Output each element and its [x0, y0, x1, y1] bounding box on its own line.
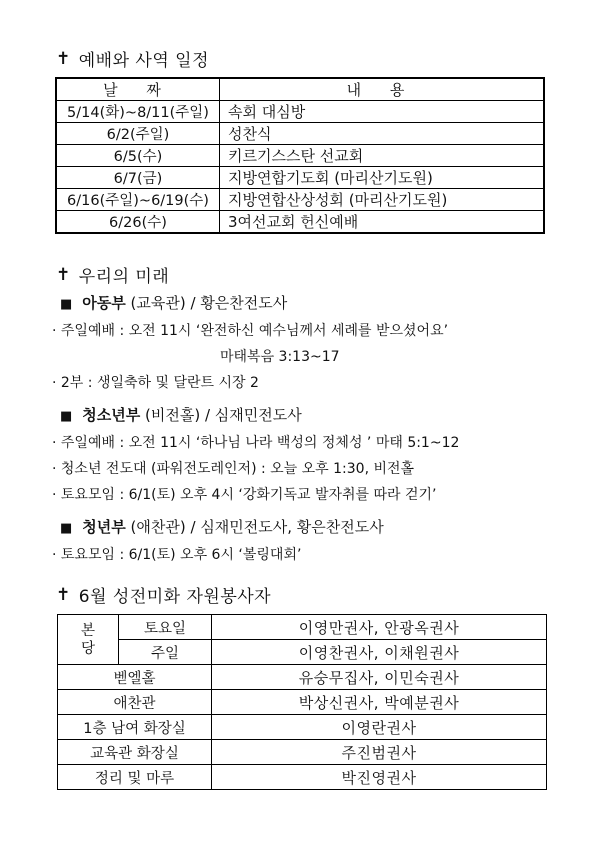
cross-icon: ✝	[56, 584, 71, 605]
table-row	[56, 167, 544, 189]
volunteer-place: 토요일	[119, 615, 212, 640]
young-adult-dept-name: 청년부	[82, 518, 126, 536]
schedule-content: 속회 대심방	[220, 101, 545, 123]
volunteers-title: 6월 성전미화 자원봉사자	[78, 587, 272, 607]
children-line: · 주일예배 : 오전 11시 ‘완전하신 예수님께서 세례를 받으셨어요’	[52, 323, 449, 339]
children-dept-heading	[60, 292, 287, 313]
square-bullet-icon: ■	[60, 409, 73, 424]
schedule-date: 6/5(수)	[56, 145, 220, 167]
volunteer-names: 박진영권사	[212, 765, 547, 790]
volunteer-place: 벧엘홀	[58, 665, 212, 690]
volunteer-place: 교육관 화장실	[58, 740, 212, 765]
table-row	[58, 640, 547, 665]
table-row	[58, 665, 547, 690]
young-adult-dept-info: (애찬관) / 심재민전도사, 황은찬전도사	[125, 518, 384, 536]
youth-dept-heading	[60, 404, 302, 425]
table-row	[56, 123, 544, 145]
table-row	[56, 211, 544, 234]
volunteers-section-title	[56, 582, 271, 607]
children-line: 마태복음 3:13~17	[220, 349, 340, 365]
schedule-title: 예배와 사역 일정	[78, 51, 210, 71]
volunteer-place: 정리 및 마루	[58, 765, 212, 790]
volunteer-names: 유숭무집사, 이민숙권사	[212, 665, 547, 690]
volunteer-place: 주일	[119, 640, 212, 665]
date-header: 날 짜	[56, 78, 220, 101]
young-adult-dept-heading	[60, 516, 384, 537]
youth-dept-name: 청소년부	[82, 406, 141, 424]
youth-dept-info: (비전홀) / 심재민전도사	[140, 406, 302, 424]
schedule-content: 키르기스스탄 선교회	[220, 145, 545, 167]
youth-line: · 주일예배 : 오전 11시 ‘하나님 나라 백성의 정체성 ’ 마태 5:1~12	[52, 435, 460, 451]
youth-line: · 토요모임 : 6/1(토) 오후 4시 ‘강화기독교 발자취를 따라 걷기’	[52, 487, 437, 503]
children-dept-info: (교육관) / 황은찬전도사	[125, 294, 288, 312]
children-dept-name: 아동부	[82, 294, 126, 312]
schedule-date: 6/7(금)	[56, 167, 220, 189]
schedule-section-title	[56, 46, 209, 71]
schedule-date: 5/14(화)~8/11(주일)	[56, 101, 220, 123]
schedule-content: 지방연합산상성회 (마리산기도원)	[220, 189, 545, 211]
table-row	[58, 715, 547, 740]
youth-line: · 청소년 전도대 (파워전도레인저) : 오늘 오후 1:30, 비전홀	[52, 461, 415, 477]
children-line: · 2부 : 생일축하 및 달란트 시장 2	[52, 375, 259, 391]
cross-icon: ✝	[56, 48, 71, 69]
volunteers-table	[57, 614, 547, 790]
table-row	[56, 101, 544, 123]
schedule-table	[55, 77, 545, 234]
volunteer-names: 주진범권사	[212, 740, 547, 765]
table-row	[56, 189, 544, 211]
volunteer-names: 박상신권사, 박예분권사	[212, 690, 547, 715]
volunteer-place: 1층 남여 화장실	[58, 715, 212, 740]
future-title: 우리의 미래	[78, 267, 170, 287]
schedule-content: 성찬식	[220, 123, 545, 145]
cross-icon: ✝	[56, 264, 71, 285]
table-row	[58, 615, 547, 640]
square-bullet-icon: ■	[60, 297, 73, 312]
schedule-date: 6/26(수)	[56, 211, 220, 234]
table-row	[58, 765, 547, 790]
schedule-header-row	[56, 78, 544, 101]
volunteer-place: 애찬관	[58, 690, 212, 715]
future-section-title	[56, 262, 169, 287]
schedule-content: 3여선교회 헌신예배	[220, 211, 545, 234]
schedule-date: 6/16(주일)~6/19(수)	[56, 189, 220, 211]
schedule-date: 6/2(주일)	[56, 123, 220, 145]
square-bullet-icon: ■	[60, 521, 73, 536]
main-sanctuary-label: 본 당	[58, 615, 119, 665]
schedule-content: 지방연합기도회 (마리산기도원)	[220, 167, 545, 189]
volunteer-names: 이영란권사	[212, 715, 547, 740]
table-row	[56, 145, 544, 167]
table-row	[58, 690, 547, 715]
table-row	[58, 740, 547, 765]
volunteer-names: 이영만권사, 안광옥권사	[212, 615, 547, 640]
content-header: 내 용	[220, 78, 545, 101]
volunteer-names: 이영찬권사, 이채원권사	[212, 640, 547, 665]
young-adult-line: · 토요모임 : 6/1(토) 오후 6시 ‘볼링대회’	[52, 547, 302, 563]
